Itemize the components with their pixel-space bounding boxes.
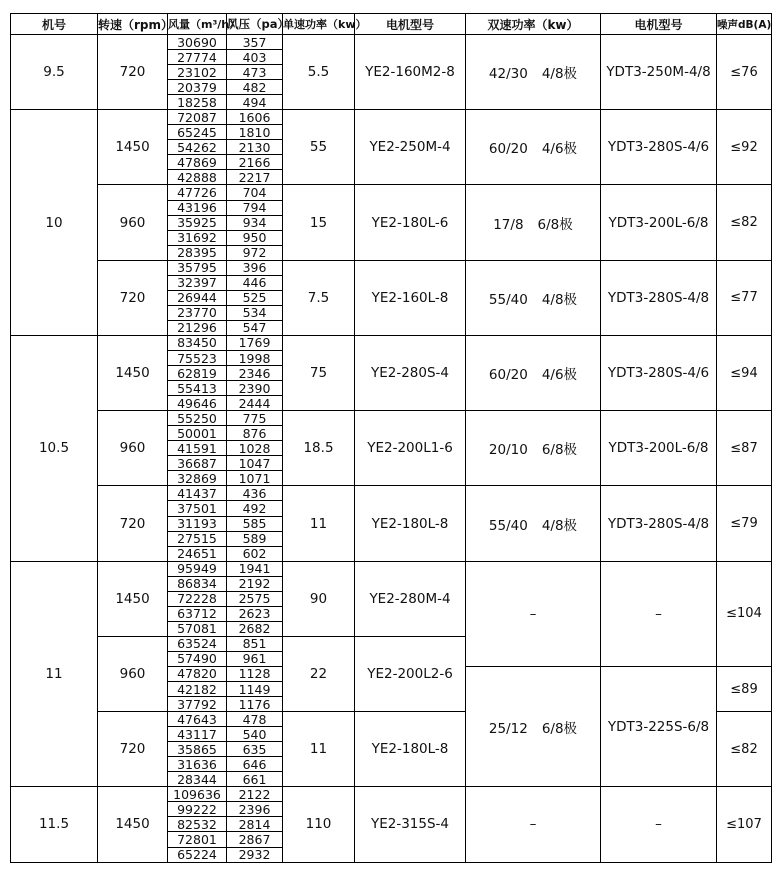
airflow-cell: 54262 — [168, 140, 227, 155]
airflow-cell: 23102 — [168, 65, 227, 80]
airflow-cell: 82532 — [168, 817, 227, 832]
motor-model-cell: YE2-315S-4 — [355, 787, 466, 862]
airflow-cell: 47869 — [168, 155, 227, 170]
motor-model-cell: YE2-200L2-6 — [355, 636, 466, 711]
model-cell: 9.5 — [11, 35, 98, 110]
model-cell: 10.5 — [11, 335, 98, 561]
pressure-cell: 2867 — [227, 832, 283, 847]
dual-power-cell — [466, 666, 601, 786]
airflow-cell: 43196 — [168, 200, 227, 215]
airflow-cell: 35865 — [168, 742, 227, 757]
pressure-cell: 602 — [227, 546, 283, 561]
pressure-cell: 646 — [227, 757, 283, 772]
pressure-cell: 794 — [227, 200, 283, 215]
header-airflow: 风量（m³/h） — [168, 14, 227, 35]
airflow-cell: 35795 — [168, 260, 227, 275]
pressure-cell: 436 — [227, 486, 283, 501]
airflow-cell: 37501 — [168, 501, 227, 516]
motor-model-cell: YE2-200L1-6 — [355, 411, 466, 486]
pressure-cell: 396 — [227, 260, 283, 275]
dual-power-value: 60/20 — [488, 367, 528, 384]
airflow-cell: 99222 — [168, 802, 227, 817]
airflow-cell: 43117 — [168, 727, 227, 742]
single-power-cell: 90 — [283, 561, 355, 636]
pressure-cell: 934 — [227, 215, 283, 230]
table-row — [11, 787, 772, 802]
dual-motor-model-cell: YDT3-225S-6/8 — [601, 666, 717, 786]
noise-cell: ≤92 — [717, 110, 772, 185]
table-row — [11, 411, 772, 426]
dual-power-value: 55/40 — [488, 291, 528, 308]
dual-power-cell: – — [466, 561, 601, 666]
motor-model-cell: YE2-180L-6 — [355, 185, 466, 260]
dual-motor-model-cell: YDT3-280S-4/8 — [601, 260, 717, 335]
noise-cell: ≤87 — [717, 411, 772, 486]
pressure-cell: 1606 — [227, 110, 283, 125]
dual-motor-model-cell: YDT3-250M-4/8 — [601, 35, 717, 110]
header-dual-motor-model: 电机型号 — [601, 14, 717, 35]
dual-motor-model-cell: – — [601, 561, 717, 666]
dual-power-cell — [466, 185, 601, 260]
noise-cell: ≤82 — [717, 185, 772, 260]
dual-pole-value: 4/8极 — [541, 291, 578, 308]
airflow-cell: 55413 — [168, 381, 227, 396]
pressure-cell: 704 — [227, 185, 283, 200]
noise-cell: ≤76 — [717, 35, 772, 110]
airflow-cell: 42888 — [168, 170, 227, 185]
airflow-cell: 20379 — [168, 80, 227, 95]
airflow-cell: 35925 — [168, 215, 227, 230]
speed-cell: 720 — [98, 260, 168, 335]
airflow-cell: 63712 — [168, 606, 227, 621]
dual-pole-value: 4/8极 — [541, 66, 578, 83]
pressure-cell: 2346 — [227, 366, 283, 381]
airflow-cell: 83450 — [168, 335, 227, 350]
pressure-cell: 775 — [227, 411, 283, 426]
airflow-cell: 49646 — [168, 396, 227, 411]
noise-cell: ≤107 — [717, 787, 772, 862]
single-power-cell: 110 — [283, 787, 355, 862]
noise-cell: ≤94 — [717, 335, 772, 410]
dual-pole-value: 6/8极 — [541, 720, 578, 737]
pressure-cell: 446 — [227, 275, 283, 290]
airflow-cell: 86834 — [168, 576, 227, 591]
airflow-cell: 32869 — [168, 471, 227, 486]
pressure-cell: 534 — [227, 305, 283, 320]
noise-cell: ≤82 — [717, 712, 772, 787]
single-power-cell: 55 — [283, 110, 355, 185]
pressure-cell: 851 — [227, 636, 283, 651]
airflow-cell: 50001 — [168, 426, 227, 441]
speed-cell: 720 — [98, 486, 168, 561]
pressure-cell: 525 — [227, 290, 283, 305]
airflow-cell: 72087 — [168, 110, 227, 125]
pressure-cell: 876 — [227, 426, 283, 441]
airflow-cell: 72801 — [168, 832, 227, 847]
airflow-cell: 41591 — [168, 441, 227, 456]
dual-motor-model-cell: YDT3-200L-6/8 — [601, 185, 717, 260]
pressure-cell: 2623 — [227, 606, 283, 621]
pressure-cell: 661 — [227, 772, 283, 787]
motor-model-cell: YE2-160L-8 — [355, 260, 466, 335]
dual-power-value: 20/10 — [488, 442, 528, 459]
table-row — [11, 260, 772, 275]
dual-power-cell — [466, 335, 601, 410]
pressure-cell: 635 — [227, 742, 283, 757]
single-power-cell: 22 — [283, 636, 355, 711]
dual-power-value: 60/20 — [488, 141, 528, 158]
noise-cell: ≤79 — [717, 486, 772, 561]
dual-power-cell: – — [466, 787, 601, 862]
pressure-cell: 972 — [227, 245, 283, 260]
airflow-cell: 27774 — [168, 50, 227, 65]
header-speed: 转速（rpm） — [98, 14, 168, 35]
speed-cell: 1450 — [98, 335, 168, 410]
single-power-cell: 75 — [283, 335, 355, 410]
header-motor-model: 电机型号 — [355, 14, 466, 35]
single-power-cell: 7.5 — [283, 260, 355, 335]
dual-power-value: 25/12 — [488, 720, 528, 737]
motor-model-cell: YE2-250M-4 — [355, 110, 466, 185]
pressure-cell: 547 — [227, 320, 283, 335]
airflow-cell: 37792 — [168, 697, 227, 712]
airflow-cell: 65224 — [168, 847, 227, 862]
pressure-cell: 1810 — [227, 125, 283, 140]
pressure-cell: 2192 — [227, 576, 283, 591]
model-cell: 11.5 — [11, 787, 98, 862]
airflow-cell: 72228 — [168, 591, 227, 606]
dual-motor-model-cell: YDT3-280S-4/6 — [601, 110, 717, 185]
speed-cell: 1450 — [98, 787, 168, 862]
single-power-cell: 11 — [283, 486, 355, 561]
dual-power-cell — [466, 411, 601, 486]
airflow-cell: 41437 — [168, 486, 227, 501]
motor-model-cell: YE2-280M-4 — [355, 561, 466, 636]
dual-motor-model-cell: YDT3-200L-6/8 — [601, 411, 717, 486]
airflow-cell: 42182 — [168, 682, 227, 697]
speed-cell: 1450 — [98, 561, 168, 636]
airflow-cell: 57081 — [168, 621, 227, 636]
header-pressure: 风压（pa） — [227, 14, 283, 35]
table-row — [11, 561, 772, 576]
noise-cell: ≤77 — [717, 260, 772, 335]
speed-cell: 960 — [98, 411, 168, 486]
single-power-cell: 15 — [283, 185, 355, 260]
airflow-cell: 31193 — [168, 516, 227, 531]
airflow-cell: 62819 — [168, 366, 227, 381]
pressure-cell: 473 — [227, 65, 283, 80]
dual-power-cell — [466, 486, 601, 561]
airflow-cell: 109636 — [168, 787, 227, 802]
airflow-cell: 32397 — [168, 275, 227, 290]
pressure-cell: 1176 — [227, 697, 283, 712]
motor-model-cell: YE2-180L-8 — [355, 486, 466, 561]
airflow-cell: 75523 — [168, 350, 227, 365]
airflow-cell: 23770 — [168, 305, 227, 320]
airflow-cell: 65245 — [168, 125, 227, 140]
motor-model-cell: YE2-160M2-8 — [355, 35, 466, 110]
pressure-cell: 961 — [227, 651, 283, 666]
pressure-cell: 2130 — [227, 140, 283, 155]
airflow-cell: 18258 — [168, 95, 227, 110]
motor-model-cell: YE2-280S-4 — [355, 335, 466, 410]
header-dual-power: 双速功率（kw） — [466, 14, 601, 35]
airflow-cell: 63524 — [168, 636, 227, 651]
dual-pole-value: 4/8极 — [541, 517, 578, 534]
speed-cell: 720 — [98, 712, 168, 787]
pressure-cell: 2444 — [227, 396, 283, 411]
airflow-cell: 47820 — [168, 666, 227, 681]
pressure-cell: 478 — [227, 712, 283, 727]
header-model: 机号 — [11, 14, 98, 35]
single-power-cell: 11 — [283, 712, 355, 787]
pressure-cell: 585 — [227, 516, 283, 531]
pressure-cell: 1769 — [227, 335, 283, 350]
pressure-cell: 2396 — [227, 802, 283, 817]
table-row — [11, 185, 772, 200]
dual-motor-model-cell: – — [601, 787, 717, 862]
model-cell: 11 — [11, 561, 98, 787]
pressure-cell: 1149 — [227, 682, 283, 697]
pressure-cell: 950 — [227, 230, 283, 245]
pressure-cell: 2217 — [227, 170, 283, 185]
noise-cell: ≤89 — [717, 666, 772, 711]
dual-power-cell — [466, 110, 601, 185]
dual-power-cell — [466, 35, 601, 110]
single-power-cell: 18.5 — [283, 411, 355, 486]
dual-pole-value: 6/8极 — [537, 216, 573, 233]
noise-cell: ≤104 — [717, 561, 772, 666]
airflow-cell: 30690 — [168, 35, 227, 50]
airflow-cell: 31636 — [168, 757, 227, 772]
airflow-cell: 28344 — [168, 772, 227, 787]
airflow-cell: 36687 — [168, 456, 227, 471]
pressure-cell: 1998 — [227, 350, 283, 365]
speed-cell: 720 — [98, 35, 168, 110]
dual-motor-model-cell: YDT3-280S-4/6 — [601, 335, 717, 410]
dual-pole-value: 4/6极 — [541, 367, 578, 384]
model-cell: 10 — [11, 110, 98, 336]
pressure-cell: 1071 — [227, 471, 283, 486]
airflow-cell: 24651 — [168, 546, 227, 561]
pressure-cell: 2932 — [227, 847, 283, 862]
table-row — [11, 35, 772, 50]
dual-power-value: 42/30 — [488, 66, 528, 83]
airflow-cell: 47726 — [168, 185, 227, 200]
dual-pole-value: 6/8极 — [541, 442, 578, 459]
table-row — [11, 486, 772, 501]
airflow-cell: 57490 — [168, 651, 227, 666]
pressure-cell: 2122 — [227, 787, 283, 802]
pressure-cell: 494 — [227, 95, 283, 110]
single-power-cell: 5.5 — [283, 35, 355, 110]
pressure-cell: 403 — [227, 50, 283, 65]
airflow-cell: 47643 — [168, 712, 227, 727]
airflow-cell: 26944 — [168, 290, 227, 305]
pressure-cell: 482 — [227, 80, 283, 95]
dual-motor-model-cell: YDT3-280S-4/8 — [601, 486, 717, 561]
pressure-cell: 589 — [227, 531, 283, 546]
header-single-power: 单速功率（kw） — [283, 14, 355, 35]
pressure-cell: 492 — [227, 501, 283, 516]
speed-cell: 960 — [98, 185, 168, 260]
airflow-cell: 31692 — [168, 230, 227, 245]
fan-spec-table — [10, 13, 772, 863]
header-row — [11, 14, 772, 35]
pressure-cell: 2682 — [227, 621, 283, 636]
airflow-cell: 55250 — [168, 411, 227, 426]
table-row — [11, 110, 772, 125]
motor-model-cell: YE2-180L-8 — [355, 712, 466, 787]
table-row — [11, 335, 772, 350]
header-noise: 噪声dB(A) — [717, 14, 772, 35]
pressure-cell: 357 — [227, 35, 283, 50]
dual-power-value: 17/8 — [493, 216, 524, 233]
dual-pole-value: 4/6极 — [541, 141, 578, 158]
pressure-cell: 2814 — [227, 817, 283, 832]
airflow-cell: 95949 — [168, 561, 227, 576]
speed-cell: 960 — [98, 636, 168, 711]
pressure-cell: 2575 — [227, 591, 283, 606]
dual-power-cell — [466, 260, 601, 335]
pressure-cell: 2166 — [227, 155, 283, 170]
pressure-cell: 1028 — [227, 441, 283, 456]
pressure-cell: 1941 — [227, 561, 283, 576]
dual-power-value: 55/40 — [488, 517, 528, 534]
airflow-cell: 21296 — [168, 320, 227, 335]
pressure-cell: 540 — [227, 727, 283, 742]
pressure-cell: 1047 — [227, 456, 283, 471]
airflow-cell: 27515 — [168, 531, 227, 546]
airflow-cell: 28395 — [168, 245, 227, 260]
pressure-cell: 2390 — [227, 381, 283, 396]
speed-cell: 1450 — [98, 110, 168, 185]
pressure-cell: 1128 — [227, 666, 283, 681]
